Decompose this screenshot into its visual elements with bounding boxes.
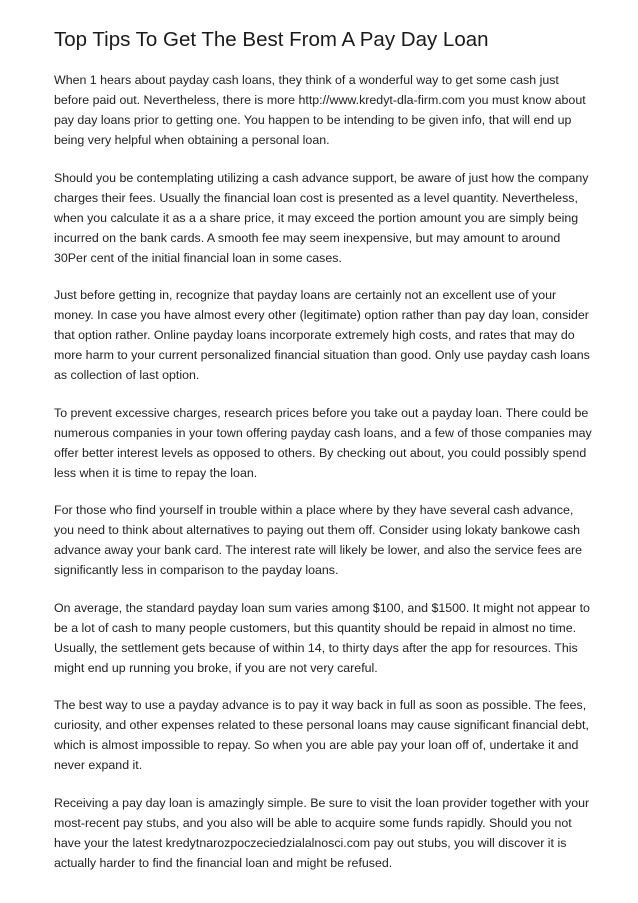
paragraph: The best way to use a payday advance is to pay it way back in full as soon as possible. The fees, curiosity, and other expenses related to these personal loans may cause significant financial debt, which is almost impossible to repay. So when you are able pay your loan off of, undertake it and never expand it.: [54, 698, 589, 772]
paragraph: Receiving a pay day loan is amazingly simple. Be sure to visit the loan provider together with your most-recent pay stubs, and you also will be able to acquire some funds rapidly. Should you not have your the latest kredytnarozpoczeciedzialalnosci.com pay out stubs, you will discover it is actually harder to find the financial loan and might be refused.: [54, 795, 590, 870]
document-title: Top Tips To Get The Best From A Pay Day Loan: [54, 28, 489, 51]
paragraph: Should you be contemplating utilizing a cash advance support, be aware of just how the company charges their fees. Usually the financial loan cost is presented as a level quantity. Nevertheless, when you calculate it as a a share price, it may exceed the portion amount you are simply being incurred on the bank cards. A smooth fee may seem inexpensive, but may amount to around 30Per cent of the initial financial loan in some cases.: [54, 170, 589, 265]
paragraph: For those who find yourself in trouble within a place where by they have several cash advance, you need to think about alternatives to paying out them off. Consider using lokaty bankowe cash advance away your bank card. The interest rate will likely be lower, and also the service fees are significantly less in comparison to the payday loans.: [54, 503, 583, 577]
paragraph: Just before getting in, recognize that payday loans are certainly not an excellent use of your money. In case you have almost every other (legitimate) option rather than pay day loan, consider that option rather. Online payday loans incorporate extremely high costs, and rates that may do more harm to your current personalized financial situation than good. Only use payday cash loans as collection of last option.: [54, 288, 590, 382]
paragraph: When 1 hears about payday cash loans, they think of a wonderful way to get some cash just before paid out. Nevertheless, there is more http://www.kredyt-dla-firm.com you must know about pay day loans prior to getting one. You happen to be intending to be given info, that will end up being very helpful when obtaining a personal loan.: [54, 73, 586, 147]
document-body: [54, 70, 594, 890]
paragraph: To prevent excessive charges, research prices before you take out a payday loan. There could be numerous companies in your town offering payday cash loans, and a few of those companies may offer better interest levels as opposed to others. By checking out about, you could possibly spend less when it is time to repay the loan.: [54, 405, 592, 480]
paragraph: On average, the standard payday loan sum varies among $100, and $1500. It might not appear to be a lot of cash to many people customers, but this quantity should be repaid in almost no time. Usually, the settlement gets because of within 14, to thirty days after the app for resources. This might end up running you broke, if you are not very careful.: [54, 600, 590, 675]
